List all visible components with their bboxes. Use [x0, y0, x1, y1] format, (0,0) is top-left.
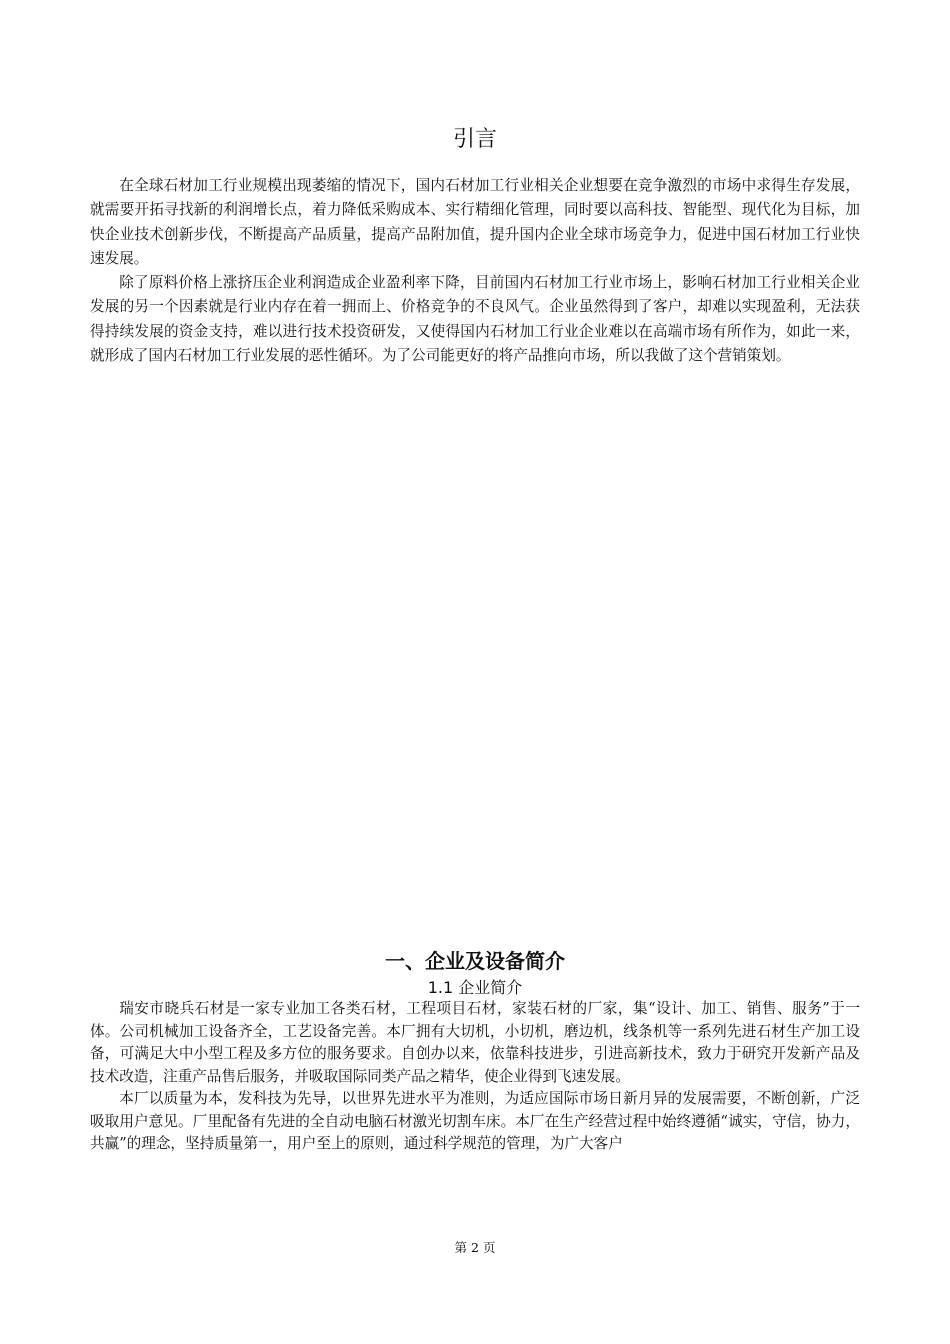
- page-number: 第 2 页: [454, 1240, 496, 1255]
- section-body: [90, 998, 860, 1156]
- section-heading: 一、企业及设备简介: [385, 949, 565, 973]
- section-subheading: 1.1 企业简介: [427, 978, 523, 997]
- intro-paragraph: 在全球石材加工行业规模出现萎缩的情况下，国内石材加工行业相关企业想要在竞争激烈的市场中求得生存发展，就需要开拓寻找新的利润增长点，着力降低采购成本、实行精细化管理，同时要以高科技、智能型、现代化为目标，加快企业技术创新步伐，不断提高产品质量，提高产品附加值，提升国内企业全球市场竞争力，促进中国石材加工行业快速发展。: [90, 177, 860, 267]
- section-paragraph: 本厂以质量为本，发科技为先导，以世界先进水平为准则，为适应国际市场日新月异的发展需要，不断创新，广泛吸取用户意见。厂里配备有先进的全自动电脑石材激光切割车床。本厂在生产经营过程中始终遵循“诚实，守信，协力，共赢”的理念，坚持质量第一，用户至上的原则，通过科学规范的管理，为广大客户: [90, 1090, 860, 1152]
- intro-paragraph: 除了原料价格上涨挤压企业利润造成企业盈利率下降，目前国内石材加工行业市场上，影响石材加工行业相关企业发展的另一个因素就是行业内存在着一拥而上、价格竞争的不良风气。企业虽然得到了客户，却难以实现盈利，无法获得持续发展的资金支持，难以进行技术投资研发，又使得国内石材加工行业企业难以在高端市场有所作为，如此一来，就形成了国内石材加工行业发展的恶性循环。为了公司能更好的将产品推向市场，所以我做了这个营销策划。: [90, 274, 860, 365]
- intro-title: 引言: [452, 127, 497, 152]
- section-paragraph: 瑞安市晓兵石材是一家专业加工各类石材，工程项目石材，家装石材的厂家，集“设计、加工、销售、服务”于一体。公司机械加工设备齐全，工艺设备完善。本厂拥有大切机，小切机，磨边机，线条机等一系列先进石材生产加工设备，可满足大中小型工程及多方位的服务要求。自创办以来，依靠科技进步，引进高新技术，致力于研究开发新产品及技术改造，注重产品售后服务，并吸取国际同类产品之精华，使企业得到飞速发展。: [90, 1000, 860, 1085]
- intro-body: [90, 174, 860, 368]
